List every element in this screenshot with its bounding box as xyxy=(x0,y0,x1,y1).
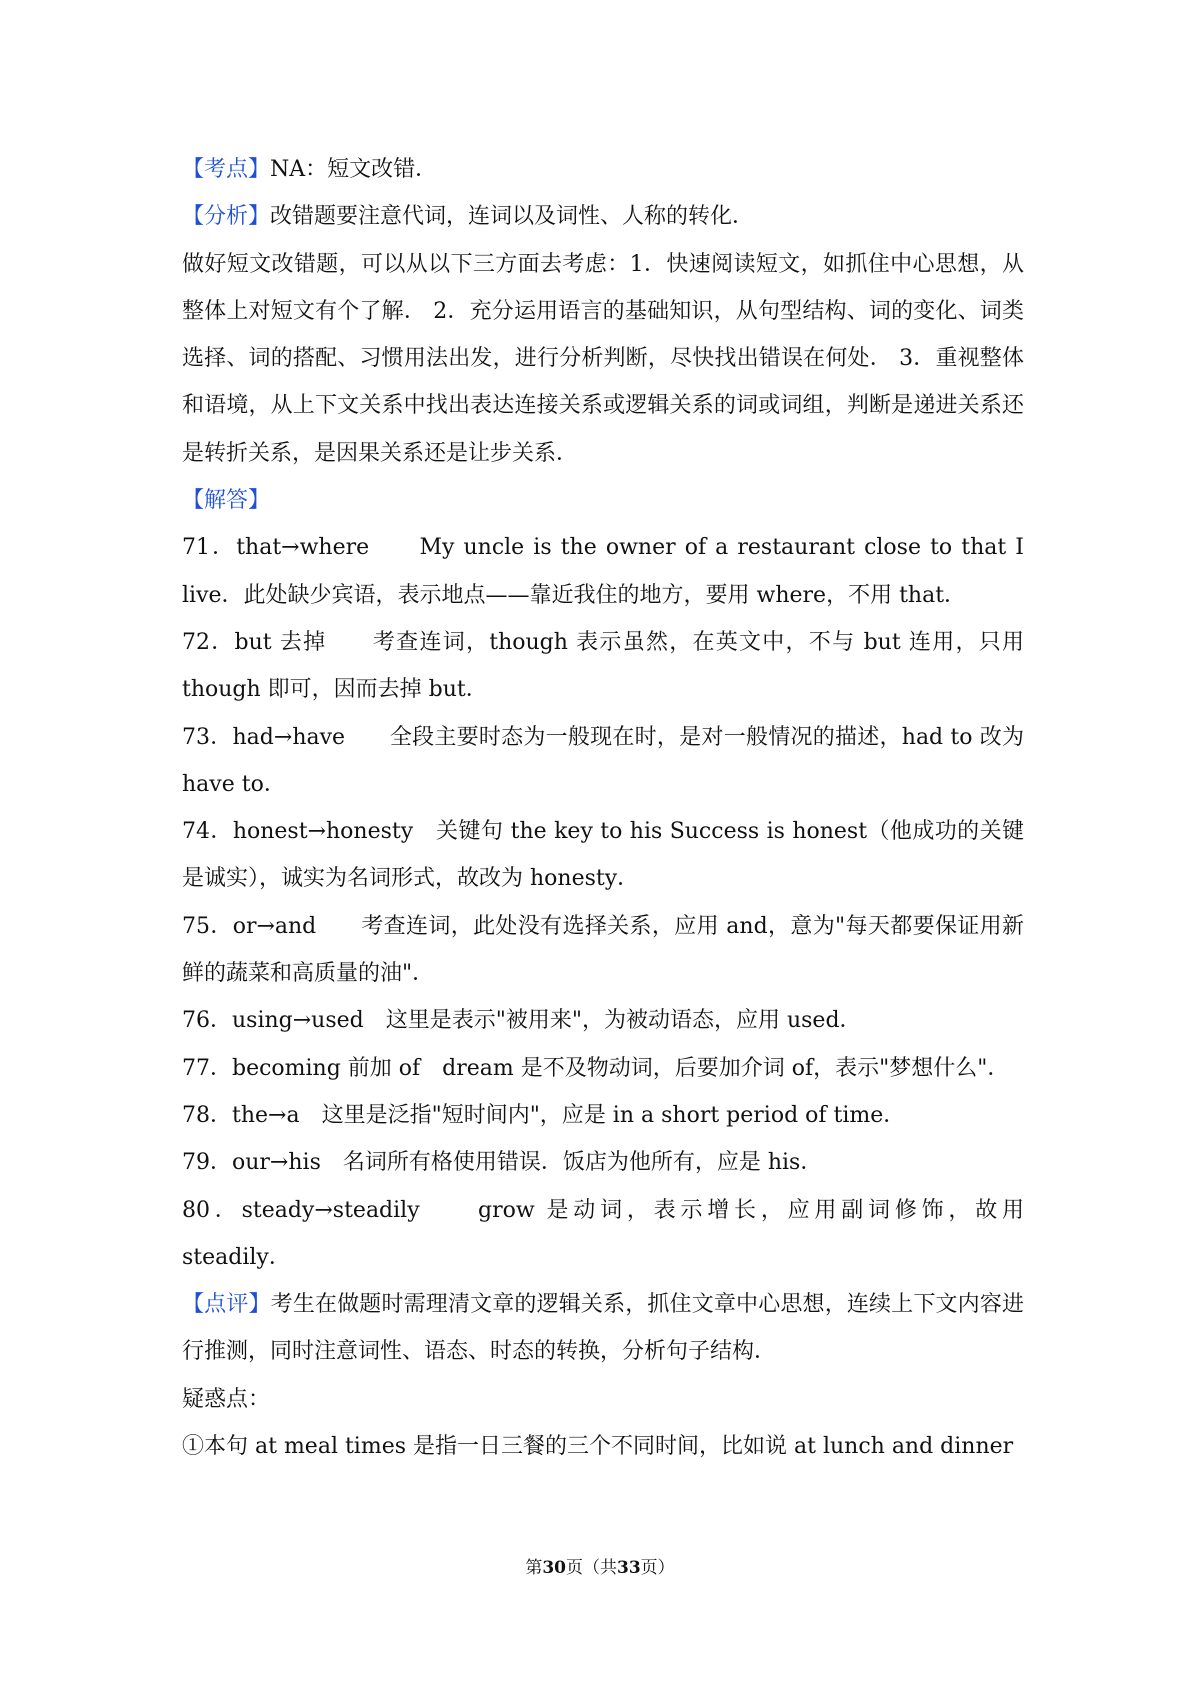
document-body xyxy=(182,146,1024,1470)
answer-71: 71．that→where My uncle is the owner of a restaurant close to that I live．此处缺少宾语，表示地点——靠近我住的地方，要用 where，不用 that． xyxy=(182,535,1024,608)
note-1: ①本句 at meal times 是指一日三餐的三个不同时间，比如说 at lunch and dinner xyxy=(182,1434,1014,1460)
footer-page-number: 30 xyxy=(542,1558,566,1578)
footer-middle: 页（共 xyxy=(566,1558,617,1578)
page-footer xyxy=(0,1553,1200,1578)
footer-total-pages: 33 xyxy=(617,1558,641,1578)
footer-suffix: 页） xyxy=(640,1558,675,1578)
answer-77: 77．becoming 前加 of dream 是不及物动词，后要加介词 of，表示"梦想什么"． xyxy=(182,1055,1010,1081)
dianping-text: 考生在做题时需理清文章的逻辑关系，抓住文章中心思想，连续上下文内容进行推测，同时注意词性、语态、时态的转换，分析句子结构． xyxy=(182,1292,1024,1365)
answer-72: 72．but 去掉 考查连词，though 表示虽然，在英文中，不与 but 连用，只用 though 即可，因而去掉 but． xyxy=(182,629,1024,703)
answer-74: 74．honest→honesty 关键句 the key to his Success is honest（他成功的关键是诚实），诚实为名词形式，故改为 honesty． xyxy=(182,819,1024,892)
answer-75: 75．or→and 考查连词，此处没有选择关系，应用 and，意为"每天都要保证用新鲜的蔬菜和高质量的油"． xyxy=(182,913,1024,987)
yihuodian-label: 疑惑点： xyxy=(182,1386,271,1412)
kaodian-tag: 【考点】 xyxy=(182,157,271,182)
jieda-tag: 【解答】 xyxy=(182,488,271,514)
dianping-tag: 【点评】 xyxy=(182,1292,271,1318)
jieda-paragraph xyxy=(182,477,1024,524)
kaodian-paragraph xyxy=(182,146,1024,193)
answer-73: 73．had→have 全段主要时态为一般现在时，是对一般情况的描述，had to 改为 have to． xyxy=(182,724,1024,797)
answer-79: 79．our→his 名词所有格使用错误．饭店为他所有，应是 his． xyxy=(182,1150,823,1176)
answer-80: 80．steady→steadily grow 是动词，表示增长，应用副词修饰，故用 steadily． xyxy=(182,1197,1024,1270)
kaodian-text: NA：短文改错． xyxy=(270,157,438,182)
footer-prefix: 第 xyxy=(525,1558,543,1578)
answer-76: 76．using→used 这里是表示"被用来"，为被动语态，应用 used． xyxy=(182,1008,862,1034)
answer-78: 78．the→a 这里是泛指"短时间内"，应是 in a short period of time． xyxy=(182,1102,906,1128)
fenxi-text: 改错题要注意代词，连词以及词性、人称的转化． xyxy=(270,204,755,230)
fenxi-paragraph xyxy=(182,193,1024,240)
fenxi-tag: 【分析】 xyxy=(182,204,271,230)
dianping-paragraph xyxy=(182,1281,1024,1376)
fenxi-detail: 做好短文改错题，可以从以下三方面去考虑：1．快速阅读短文，如抓住中心思想，从整体上对短文有个了解． 2．充分运用语言的基础知识，从句型结构、词的变化、词类选择、词的搭配、习惯用法出发，进行分析判断，尽快找出错误在何处． 3．重视整体和语境，从上下文关系中找出表达连接关系或逻辑关系的词或词组，判断是递进关系还是转折关系，是因果关系还是让步关系． xyxy=(182,251,1024,466)
